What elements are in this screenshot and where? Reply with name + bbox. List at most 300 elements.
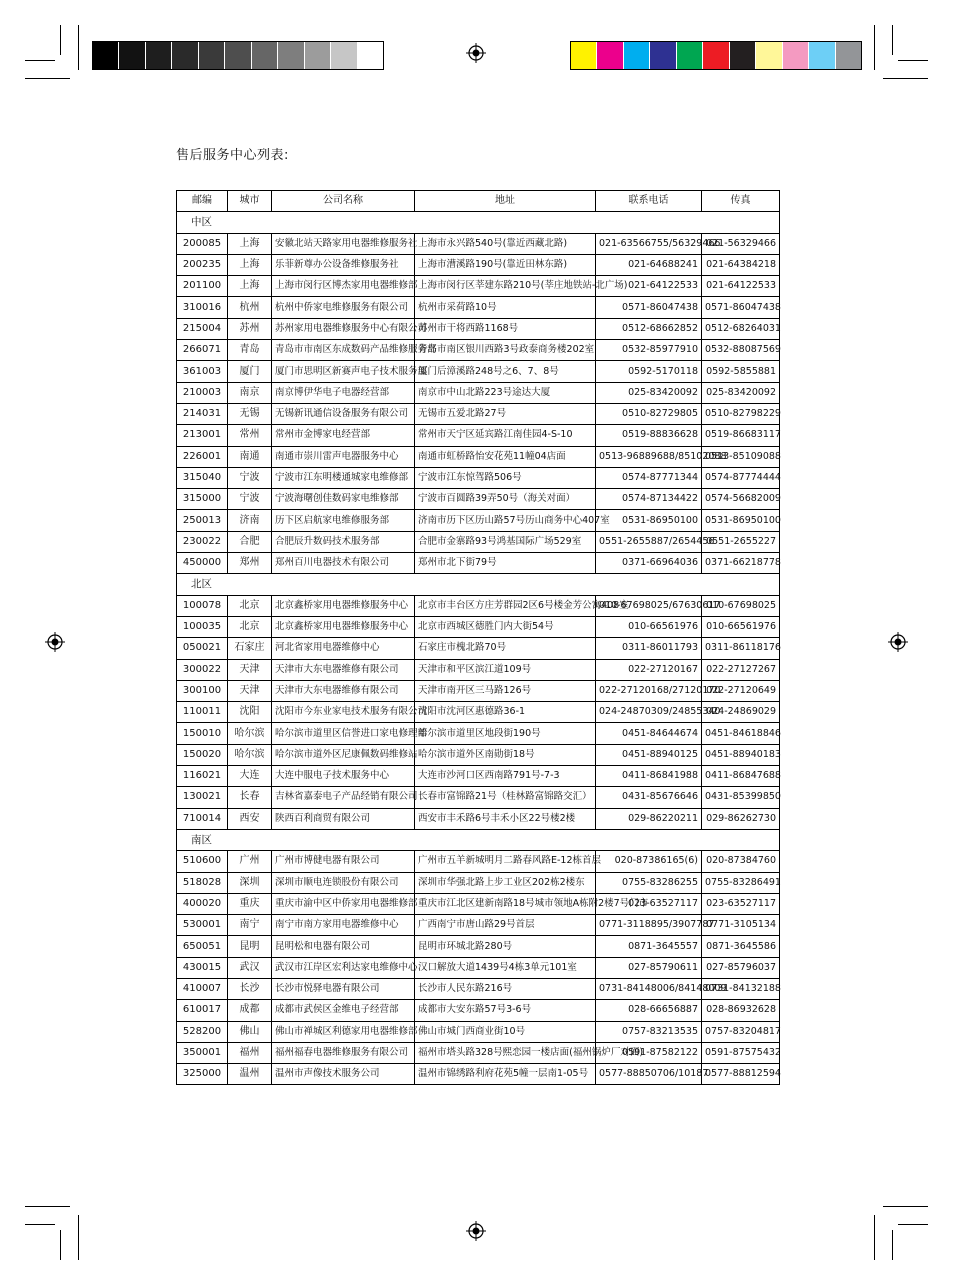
fax-cell: 0755-83286491 (702, 872, 780, 893)
city-cell: 无锡 (228, 403, 272, 424)
gray-swatch (331, 42, 357, 69)
zip-cell: 150020 (177, 744, 228, 765)
company-cell: 沈阳市今东业家电技术服务有限公司 (272, 702, 415, 723)
phone-cell: 0574-87134422 (596, 489, 702, 510)
crop-mark (883, 1206, 928, 1207)
city-cell: 深圳 (228, 872, 272, 893)
table-row (177, 233, 780, 254)
table-row (177, 915, 780, 936)
crop-mark (78, 25, 79, 70)
address-cell: 苏州市干将西路1168号 (415, 318, 596, 339)
registration-mark-icon (466, 1221, 486, 1241)
region-row (177, 212, 780, 233)
zip-cell: 230022 (177, 531, 228, 552)
company-cell: 安徽北站天路家用电器维修服务社 (272, 233, 415, 254)
table-row (177, 510, 780, 531)
city-cell: 沈阳 (228, 702, 272, 723)
address-cell: 合肥市金寨路93号鸿基国际广场529室 (415, 531, 596, 552)
table-row (177, 531, 780, 552)
fax-cell: 0591-87575432 (702, 1042, 780, 1063)
phone-cell: 0532-85977910 (596, 340, 702, 361)
gray-swatch (358, 42, 383, 69)
address-cell: 北京市西城区德胜门内大街54号 (415, 616, 596, 637)
phone-cell: 0871-3645557 (596, 936, 702, 957)
company-cell: 大连中服电子技术服务中心 (272, 766, 415, 787)
phone-cell: 0451-84644674 (596, 723, 702, 744)
company-cell: 乐菲新尊办公设备维修服务社 (272, 254, 415, 275)
table-row (177, 659, 780, 680)
city-cell: 福州 (228, 1042, 272, 1063)
company-cell: 南宁市南方家用电器维修中心 (272, 915, 415, 936)
fax-cell: 0592-5855881 (702, 361, 780, 382)
fax-cell: 027-85796037 (702, 957, 780, 978)
crop-mark (78, 1215, 79, 1260)
region-row (177, 829, 780, 850)
company-cell: 武汉市江岸区宏利达家电维修中心 (272, 957, 415, 978)
zip-cell: 300100 (177, 680, 228, 701)
company-cell: 吉林省嘉泰电子产品经销有限公司 (272, 787, 415, 808)
table-row (177, 361, 780, 382)
city-cell: 上海 (228, 233, 272, 254)
address-cell: 郑州市北下街79号 (415, 553, 596, 574)
region-row (177, 574, 780, 595)
company-cell: 天津市大东电器维修有限公司 (272, 659, 415, 680)
phone-cell: 0731-84148006/84148009 (596, 978, 702, 999)
color-swatch (677, 42, 703, 69)
city-cell: 厦门 (228, 361, 272, 382)
fax-cell: 025-83420092 (702, 382, 780, 403)
phone-cell: 0311-86011793 (596, 638, 702, 659)
crop-mark (883, 78, 928, 79)
header-fax: 传真 (702, 191, 780, 212)
table-row (177, 744, 780, 765)
phone-cell: 0592-5170118 (596, 361, 702, 382)
table-row (177, 553, 780, 574)
table-row (177, 297, 780, 318)
zip-cell: 518028 (177, 872, 228, 893)
phone-cell: 0577-88850706/10187 (596, 1064, 702, 1085)
zip-cell: 450000 (177, 553, 228, 574)
grayscale-calibration-bar (92, 41, 384, 70)
company-cell: 天津市大东电器维修有限公司 (272, 680, 415, 701)
fax-cell: 0371-66218778 (702, 553, 780, 574)
fax-cell: 029-86262730 (702, 808, 780, 829)
color-swatch (650, 42, 676, 69)
table-row (177, 723, 780, 744)
table-row (177, 957, 780, 978)
city-cell: 北京 (228, 616, 272, 637)
phone-cell: 0551-2655887/2654456 (596, 531, 702, 552)
crop-mark (25, 1224, 55, 1225)
gray-swatch (278, 42, 304, 69)
fax-cell: 0431-85399850 (702, 787, 780, 808)
city-cell: 南通 (228, 446, 272, 467)
table-row (177, 808, 780, 829)
table-row (177, 595, 780, 616)
fax-cell: 0411-86847688 (702, 766, 780, 787)
table-row (177, 403, 780, 424)
color-swatch (597, 42, 623, 69)
fax-cell: 021-64384218 (702, 254, 780, 275)
company-cell: 哈尔滨市道里区信誉进口家电修理部 (272, 723, 415, 744)
address-cell: 厦门后漳溪路248号之6、7、8号 (415, 361, 596, 382)
phone-cell: 0513-96889688/85102088 (596, 446, 702, 467)
phone-cell: 023-63527117 (596, 893, 702, 914)
fax-cell: 0451-84618846 (702, 723, 780, 744)
address-cell: 上海市闵行区莘建东路210号(莘庄地铁站-北广场) (415, 276, 596, 297)
address-cell: 常州市天宁区延宾路江南佳园4-S-10 (415, 425, 596, 446)
crop-mark (892, 25, 893, 55)
gray-swatch (252, 42, 278, 69)
fax-cell: 0551-2655227 (702, 531, 780, 552)
phone-cell: 0574-87771344 (596, 467, 702, 488)
zip-cell: 325000 (177, 1064, 228, 1085)
company-cell: 宁波市江东明楼通城家电维修部 (272, 467, 415, 488)
color-swatch (624, 42, 650, 69)
header-phone: 联系电话 (596, 191, 702, 212)
fax-cell: 0574-87774444 (702, 467, 780, 488)
region-label: 中区 (177, 212, 780, 233)
table-header-row (177, 191, 780, 212)
phone-cell: 029-86220211 (596, 808, 702, 829)
zip-cell: 361003 (177, 361, 228, 382)
phone-cell: 0431-85676646 (596, 787, 702, 808)
table-row (177, 766, 780, 787)
zip-cell: 200235 (177, 254, 228, 275)
company-cell: 成都市武侯区金维电子经营部 (272, 1000, 415, 1021)
fax-cell: 0532-88087569 (702, 340, 780, 361)
city-cell: 广州 (228, 851, 272, 872)
fax-cell: 022-27120649 (702, 680, 780, 701)
fax-cell: 020-87384760 (702, 851, 780, 872)
phone-cell: 0411-86841988 (596, 766, 702, 787)
city-cell: 杭州 (228, 297, 272, 318)
zip-cell: 050021 (177, 638, 228, 659)
zip-cell: 200085 (177, 233, 228, 254)
table-row (177, 702, 780, 723)
city-cell: 上海 (228, 254, 272, 275)
company-cell: 厦门市思明区新赛声电子技术服务部 (272, 361, 415, 382)
gray-swatch (305, 42, 331, 69)
city-cell: 长沙 (228, 978, 272, 999)
city-cell: 成都 (228, 1000, 272, 1021)
address-cell: 北京市丰台区方庄芳群园2区6号楼金芳公寓408室 (415, 595, 596, 616)
color-swatch (756, 42, 782, 69)
zip-cell: 116021 (177, 766, 228, 787)
table-row (177, 276, 780, 297)
phone-cell: 0771-3118895/3907787 (596, 915, 702, 936)
phone-cell: 022-27120167 (596, 659, 702, 680)
gray-swatch (93, 42, 119, 69)
city-cell: 大连 (228, 766, 272, 787)
address-cell: 南京市中山北路223号途达大厦 (415, 382, 596, 403)
phone-cell: 0519-88836628 (596, 425, 702, 446)
fax-cell: 021-64122533 (702, 276, 780, 297)
zip-cell: 650051 (177, 936, 228, 957)
city-cell: 宁波 (228, 467, 272, 488)
region-label: 南区 (177, 829, 780, 850)
header-company: 公司名称 (272, 191, 415, 212)
company-cell: 无锡新讯通信设备服务有限公司 (272, 403, 415, 424)
company-cell: 南通市崇川雷声电器服务中心 (272, 446, 415, 467)
address-cell: 石家庄市槐北路70号 (415, 638, 596, 659)
company-cell: 宁波海曙创佳数码家电维修部 (272, 489, 415, 510)
gray-swatch (199, 42, 225, 69)
phone-cell: 0591-87582122 (596, 1042, 702, 1063)
color-swatch (783, 42, 809, 69)
address-cell: 天津市南开区三马路126号 (415, 680, 596, 701)
company-cell: 青岛市市南区东成数码产品维修服务部 (272, 340, 415, 361)
zip-cell: 100035 (177, 616, 228, 637)
zip-cell: 266071 (177, 340, 228, 361)
city-cell: 温州 (228, 1064, 272, 1085)
address-cell: 宁波市江东惊驾路506号 (415, 467, 596, 488)
fax-cell: 010-67698025 (702, 595, 780, 616)
table-row (177, 489, 780, 510)
crop-mark (874, 1215, 875, 1260)
zip-cell: 315040 (177, 467, 228, 488)
company-cell: 重庆市渝中区中侨家用电器维修部 (272, 893, 415, 914)
crop-mark (25, 60, 55, 61)
address-cell: 福州市塔头路328号熙恋园一楼店面(福州锅炉厂对面) (415, 1042, 596, 1063)
company-cell: 北京鑫桥家用电器维修服务中心 (272, 595, 415, 616)
company-cell: 河北省家用电器维修中心 (272, 638, 415, 659)
company-cell: 历下区启航家电维修服务部 (272, 510, 415, 531)
phone-cell: 0531-86950100 (596, 510, 702, 531)
table-row (177, 680, 780, 701)
color-swatch (836, 42, 861, 69)
zip-cell: 110011 (177, 702, 228, 723)
color-calibration-bar (570, 41, 862, 70)
address-cell: 广西南宁市唐山路29号首层 (415, 915, 596, 936)
fax-cell: 0731-84132188 (702, 978, 780, 999)
city-cell: 郑州 (228, 553, 272, 574)
company-cell: 长沙市悦驿电器有限公司 (272, 978, 415, 999)
address-cell: 成都市大安东路57号3-6号 (415, 1000, 596, 1021)
header-city: 城市 (228, 191, 272, 212)
address-cell: 杭州市采荷路10号 (415, 297, 596, 318)
fax-cell: 0311-86118176 (702, 638, 780, 659)
address-cell: 济南市历下区历山路57号历山商务中心407室 (415, 510, 596, 531)
address-cell: 西安市丰禾路6号丰禾小区22号楼2楼 (415, 808, 596, 829)
color-swatch (571, 42, 597, 69)
city-cell: 昆明 (228, 936, 272, 957)
registration-mark-icon (888, 632, 908, 652)
crop-mark (892, 1230, 893, 1260)
table-row (177, 1042, 780, 1063)
phone-cell: 024-24870309/24855340 (596, 702, 702, 723)
zip-cell: 210003 (177, 382, 228, 403)
zip-cell: 400020 (177, 893, 228, 914)
city-cell: 济南 (228, 510, 272, 531)
zip-cell: 201100 (177, 276, 228, 297)
city-cell: 南宁 (228, 915, 272, 936)
city-cell: 哈尔滨 (228, 723, 272, 744)
company-cell: 杭州中侨家电维修服务有限公司 (272, 297, 415, 318)
header-zip: 邮编 (177, 191, 228, 212)
zip-cell: 350001 (177, 1042, 228, 1063)
phone-cell: 025-83420092 (596, 382, 702, 403)
city-cell: 西安 (228, 808, 272, 829)
table-row (177, 254, 780, 275)
crop-mark (60, 25, 61, 55)
gray-swatch (225, 42, 251, 69)
zip-cell: 310016 (177, 297, 228, 318)
zip-cell: 250013 (177, 510, 228, 531)
fax-cell: 0451-88940183 (702, 744, 780, 765)
fax-cell: 0512-68264031 (702, 318, 780, 339)
phone-cell: 0757-83213535 (596, 1021, 702, 1042)
address-cell: 哈尔滨市道外区南勋街18号 (415, 744, 596, 765)
phone-cell: 010-66561976 (596, 616, 702, 637)
city-cell: 上海 (228, 276, 272, 297)
fax-cell: 0771-3105134 (702, 915, 780, 936)
address-cell: 天津市和平区滨江道109号 (415, 659, 596, 680)
registration-mark-icon (45, 632, 65, 652)
color-swatch (703, 42, 729, 69)
city-cell: 天津 (228, 659, 272, 680)
fax-cell: 0757-83204817 (702, 1021, 780, 1042)
gray-swatch (172, 42, 198, 69)
company-cell: 合肥辰升数码技术服务部 (272, 531, 415, 552)
city-cell: 南京 (228, 382, 272, 403)
city-cell: 石家庄 (228, 638, 272, 659)
zip-cell: 510600 (177, 851, 228, 872)
zip-cell: 226001 (177, 446, 228, 467)
fax-cell: 0871-3645586 (702, 936, 780, 957)
city-cell: 合肥 (228, 531, 272, 552)
color-swatch (730, 42, 756, 69)
zip-cell: 530001 (177, 915, 228, 936)
phone-cell: 0512-68662852 (596, 318, 702, 339)
city-cell: 常州 (228, 425, 272, 446)
address-cell: 长沙市人民东路216号 (415, 978, 596, 999)
address-cell: 汉口解放大道1439号4栋3单元101室 (415, 957, 596, 978)
company-cell: 郑州百川电器技术有限公司 (272, 553, 415, 574)
company-cell: 昆明松和电器有限公司 (272, 936, 415, 957)
table-row (177, 978, 780, 999)
color-swatch (809, 42, 835, 69)
table-row (177, 616, 780, 637)
company-cell: 广州市博健电器有限公司 (272, 851, 415, 872)
address-cell: 深圳市华强北路上步工业区202栋2楼东 (415, 872, 596, 893)
city-cell: 青岛 (228, 340, 272, 361)
gray-swatch (119, 42, 145, 69)
zip-cell: 150010 (177, 723, 228, 744)
company-cell: 深圳市顺电连锁股份有限公司 (272, 872, 415, 893)
fax-cell: 0513-85109088 (702, 446, 780, 467)
zip-cell: 610017 (177, 1000, 228, 1021)
address-cell: 佛山市城门西商业街10号 (415, 1021, 596, 1042)
table-row (177, 1000, 780, 1021)
company-cell: 上海市闵行区博杰家用电器维修部 (272, 276, 415, 297)
zip-cell: 213001 (177, 425, 228, 446)
address-cell: 沈阳市沈河区惠德路36-1 (415, 702, 596, 723)
crop-mark (898, 60, 928, 61)
table-row (177, 467, 780, 488)
address-cell: 昆明市环城北路280号 (415, 936, 596, 957)
phone-cell: 021-64688241 (596, 254, 702, 275)
table-row (177, 318, 780, 339)
city-cell: 重庆 (228, 893, 272, 914)
table-row (177, 382, 780, 403)
address-cell: 上海市漕溪路190号(靠近田林东路) (415, 254, 596, 275)
city-cell: 哈尔滨 (228, 744, 272, 765)
crop-mark (25, 1206, 70, 1207)
phone-cell: 0451-88940125 (596, 744, 702, 765)
zip-cell: 300022 (177, 659, 228, 680)
zip-cell: 430015 (177, 957, 228, 978)
address-cell: 宁波市百圆路39弄50号（海关对面） (415, 489, 596, 510)
page-heading: 售后服务中心列表: (176, 148, 289, 163)
city-cell: 宁波 (228, 489, 272, 510)
table-row (177, 851, 780, 872)
fax-cell: 0510-82798229 (702, 403, 780, 424)
fax-cell: 024-24869029 (702, 702, 780, 723)
phone-cell: 0755-83286255 (596, 872, 702, 893)
crop-mark (874, 25, 875, 70)
gray-swatch (146, 42, 172, 69)
city-cell: 北京 (228, 595, 272, 616)
zip-cell: 315000 (177, 489, 228, 510)
header-address: 地址 (415, 191, 596, 212)
address-cell: 广州市五羊新城明月二路春风路E-12栋首层 (415, 851, 596, 872)
zip-cell: 410007 (177, 978, 228, 999)
address-cell: 温州市锦绣路利府花苑5幢一层南1-05号 (415, 1064, 596, 1085)
address-cell: 哈尔滨市道里区地段街190号 (415, 723, 596, 744)
phone-cell: 027-85790611 (596, 957, 702, 978)
region-label: 北区 (177, 574, 780, 595)
fax-cell: 010-66561976 (702, 616, 780, 637)
table-row (177, 893, 780, 914)
phone-cell: 0371-66964036 (596, 553, 702, 574)
phone-cell: 0510-82729805 (596, 403, 702, 424)
fax-cell: 0519-86683117 (702, 425, 780, 446)
fax-cell: 021-56329466 (702, 233, 780, 254)
phone-cell: 028-66656887 (596, 1000, 702, 1021)
address-cell: 上海市永兴路540号(靠近西藏北路) (415, 233, 596, 254)
table-row (177, 340, 780, 361)
fax-cell: 028-86932628 (702, 1000, 780, 1021)
crop-mark (60, 1230, 61, 1260)
address-cell: 青岛市南区银川西路3号政泰商务楼202室 (415, 340, 596, 361)
phone-cell: 0571-86047438 (596, 297, 702, 318)
crop-mark (898, 1224, 928, 1225)
city-cell: 武汉 (228, 957, 272, 978)
phone-cell: 010-67698025/67630617 (596, 595, 702, 616)
city-cell: 苏州 (228, 318, 272, 339)
service-center-table (176, 190, 780, 1085)
table-row (177, 446, 780, 467)
table-row (177, 638, 780, 659)
company-cell: 南京博伊华电子电器经营部 (272, 382, 415, 403)
fax-cell: 0571-86047438 (702, 297, 780, 318)
city-cell: 天津 (228, 680, 272, 701)
company-cell: 福州福春电器维修服务有限公司 (272, 1042, 415, 1063)
fax-cell: 0574-56682009 (702, 489, 780, 510)
address-cell: 重庆市江北区建新南路18号城市领地A栋附2楼7号门市 (415, 893, 596, 914)
address-cell: 南通市虹桥路怡安花苑11幢04店面 (415, 446, 596, 467)
zip-cell: 130021 (177, 787, 228, 808)
company-cell: 苏州家用电器维修服务中心有限公司 (272, 318, 415, 339)
company-cell: 陕西百利商贸有限公司 (272, 808, 415, 829)
phone-cell: 021-63566755/56329466 (596, 233, 702, 254)
table-row (177, 1021, 780, 1042)
address-cell: 无锡市五爱北路27号 (415, 403, 596, 424)
phone-cell: 020-87386165(6) (596, 851, 702, 872)
fax-cell: 022-27127267 (702, 659, 780, 680)
company-cell: 北京鑫桥家用电器维修服务中心 (272, 616, 415, 637)
